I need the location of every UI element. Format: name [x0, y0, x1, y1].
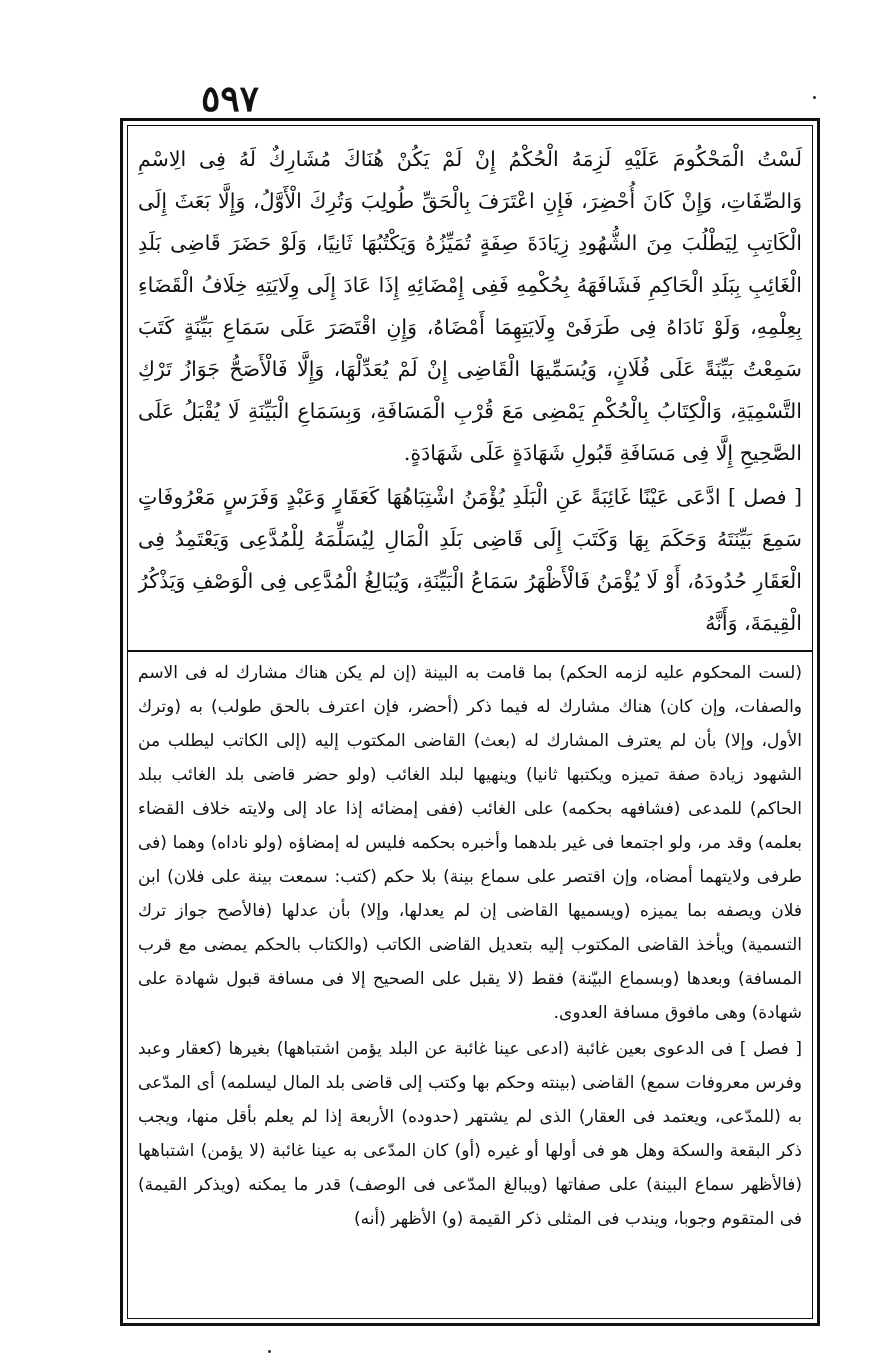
ink-speck: [268, 1350, 271, 1353]
matn-fasl-paragraph: [ فصل ] ادَّعَى عَيْنًا غَائِبَةً عَنِ الْبَلَدِ يُؤْمَنُ اشْتِبَاهُهَا كَعَقَارٍ وَعَبْدٍ وَفَرَسٍ مَعْرُوفَاتٍ سَمِعَ بَيِّنَتَهُ وَحَكَمَ بِهَا وَكَتَبَ إِلَى قَاضِى بَلَدِ الْمَالِ لِيُسَلِّمَهُ لِلْمُدَّعِى وَيَعْتَمِدُ فِى الْعَقَارِ حُدُودَهُ، أَوْ لَا يُؤْمَنُ فَالْأَظْهَرُ سَمَاعُ الْبَيِّنَةِ، وَيُبَالِغُ الْمُدَّعِى فِى الْوَصْفِ وَيَذْكُرُ الْقِيمَةَ، وَأَنَّهُ: [138, 485, 802, 635]
section-divider: [128, 650, 812, 652]
matn-paragraph: لَسْتُ الْمَحْكُومَ عَلَيْهِ لَزِمَهُ الْحُكْمُ إِنْ لَمْ يَكُنْ هُنَاكَ مُشَارِكٌ لَهُ فِى الِاسْمِ وَالصِّفَاتِ، وَإِنْ كَانَ أُحْضِرَ، فَإِنِ اعْتَرَفَ بِالْحَقِّ طُولِبَ وَتُرِكَ الْأَوَّلُ، وَإِلَّا بَعَثَ إِلَى الْكَاتِبِ لِيَطْلُبَ مِنَ الشُّهُودِ زِيَادَةَ صِفَةٍ تُمَيِّزُهُ وَيَكْتُبُهَا ثَانِيًا، وَلَوْ حَضَرَ قَاضِى بَلَدِ الْغَائِبِ بِبَلَدِ الْحَاكِمِ فَشَافَهَهُ بِحُكْمِهِ فَفِى إِمْضَائِهِ إِذَا عَادَ إِلَى وِلَايَتِهِ خِلَافُ الْقَضَاءِ بِعِلْمِهِ، وَلَوْ نَادَاهُ فِى طَرَفَىْ وِلَايَتِهِمَا أَمْضَاهُ، وَإِنِ اقْتَصَرَ عَلَى سَمَاعِ بَيِّنَةٍ كَتَبَ سَمِعْتُ بَيِّنَةً عَلَى فُلَانٍ، وَيُسَمِّيهَا الْقَاضِى إِنْ لَمْ يُعَدِّلْهَا، وَإِلَّا فَالْأَصَحُّ جَوَازُ تَرْكِ التَّسْمِيَةِ، وَالْكِتَابُ بِالْحُكْمِ يَمْضِى مَعَ قُرْبِ الْمَسَافَةِ، وَبِسَمَاعِ الْبَيِّنَةِ لَا يُقْبَلُ عَلَى الصَّحِيحِ إِلَّا فِى مَسَافَةِ قَبُولِ شَهَادَةٍ عَلَى شَهَادَةٍ.: [138, 147, 802, 465]
ink-speck: [813, 96, 816, 99]
sharh-paragraph: (لست المحكوم عليه لزمه الحكم) بما قامت به البينة (إن لم يكن هناك مشارك له فى الاسم والصفات، وإن كان) هناك مشارك له فيما ذكر (أحضر، فإن اعترف بالحق طولب) به (وترك الأول، وإلا) بأن لم يعترف المشارك له (بعث) القاضى المكتوب إليه (إلى الكاتب ليطلب من الشهود زيادة صفة تميزه ويكتبها ثانيا) وينهيها لبلد الغائب (ولو حضر قاضى بلد الغائب ببلد الحاكم) للمدعى (فشافهه بحكمه) على الغائب (ففى إمضائه إذا عاد إلى ولايته خلاف القضاء بعلمه) وقد مر، ولو اجتمعا فى غير بلدهما وأخبره بحكمه فليس له إمضاؤه (ولو ناداه) وهما (فى طرفى ولايتهما أمضاه، وإن اقتصر على سماع بينة) بلا حكم (كتب: سمعت بينة على فلان) ابن فلان ويصفه بما يميزه (ويسميها القاضى إن لم يعدلها، وإلا) بأن عدلها (فالأصح جواز ترك التسمية) ويأخذ القاضى المكتوب إليه بتعديل القاضى الكاتب (والكتاب بالحكم يمضى مع قرب المسافة) وبعدها (وبسماع البيّنة) فقط (لا يقبل على الصحيح إلا فى مسافة قبول شهادة على شهادة) وهى مافوق مسافة العدوى.: [138, 663, 802, 1023]
sharh-fasl-paragraph: [ فصل ] فى الدعوى بعين غائبة (ادعى عينا غائبة عن البلد يؤمن اشتباهها) بغيرها (كعقار وعبد وفرس معروفات سمع) القاضى (بينته وحكم بها وكتب إلى قاضى بلد المال ليسلمه) أى المدّعى به (للمدّعى، ويعتمد فى العقار) الذى لم يشتهر (حدوده) الأربعة إذا لم يعلم بأقل منها، ويجب ذكر البقعة والسكة وهل هو فى أولها أو غيره (أو) كان المدّعى به عينا غائبة (لا يؤمن) اشتباهها (فالأظهر سماع البينة) على صفاتها (ويبالغ المدّعى فى الوصف) قدر ما يمكنه (ويذكر القيمة) فى المتقوم وجوبا، ويندب فى المثلى ذكر القيمة (و) الأظهر (أنه): [138, 1039, 802, 1229]
page-frame: [120, 118, 820, 1326]
matn-section: [138, 138, 802, 642]
inner-frame: [127, 125, 813, 1319]
sharh-section: [138, 656, 802, 1321]
page-number: ٥٩٧: [200, 78, 259, 120]
